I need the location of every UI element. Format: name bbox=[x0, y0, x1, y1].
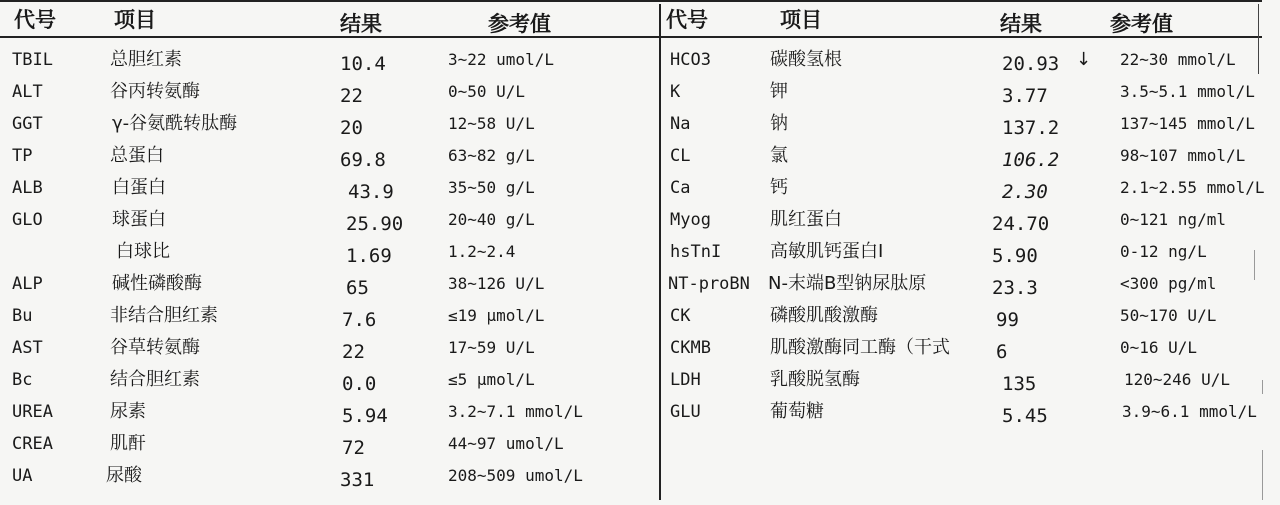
row-code: NT-proBN bbox=[668, 274, 750, 294]
row-result: 20 bbox=[340, 117, 363, 139]
row-reference: 22~30 mmol/L bbox=[1120, 50, 1236, 69]
row-result: 22 bbox=[340, 85, 363, 107]
table-row bbox=[662, 172, 1280, 204]
row-code: Myog bbox=[670, 210, 711, 230]
row-reference: 3.9~6.1 mmol/L bbox=[1122, 402, 1257, 421]
row-name: 总蛋白 bbox=[110, 145, 164, 166]
row-name: 钠 bbox=[770, 113, 788, 134]
row-reference: 137~145 mmol/L bbox=[1120, 114, 1255, 133]
row-result: 25.90 bbox=[346, 213, 404, 235]
row-name: 磷酸肌酸激酶 bbox=[770, 305, 878, 326]
row-reference: 3.5~5.1 mmol/L bbox=[1120, 82, 1255, 101]
row-name: 碳酸氢根 bbox=[770, 49, 842, 70]
table-row bbox=[0, 300, 656, 332]
row-result: 10.4 bbox=[340, 53, 386, 75]
row-reference: ≤5 μmol/L bbox=[448, 370, 535, 389]
row-code: hsTnI bbox=[670, 242, 722, 262]
row-code: K bbox=[670, 82, 681, 102]
row-reference: 3.2~7.1 mmol/L bbox=[448, 402, 583, 421]
table-row bbox=[0, 268, 656, 300]
table-row bbox=[662, 108, 1280, 140]
row-result: 5.90 bbox=[992, 245, 1038, 267]
row-code: GGT bbox=[12, 114, 43, 134]
row-name: 白球比 bbox=[116, 241, 170, 262]
row-code: CL bbox=[670, 146, 691, 166]
row-result: 1.69 bbox=[346, 245, 392, 267]
table-row bbox=[0, 108, 656, 140]
row-reference: 17~59 U/L bbox=[448, 338, 535, 357]
row-reference: 38~126 U/L bbox=[448, 274, 545, 293]
scan-mark bbox=[1262, 450, 1263, 500]
row-name: 肌酸激酶同工酶（干式 bbox=[770, 337, 950, 358]
row-name: 尿素 bbox=[110, 401, 146, 422]
row-name: 球蛋白 bbox=[112, 209, 166, 230]
table-row bbox=[0, 76, 656, 108]
row-reference: 0~50 U/L bbox=[448, 82, 526, 101]
row-result: 331 bbox=[340, 469, 375, 491]
row-reference: 44~97 umol/L bbox=[448, 434, 564, 453]
row-reference: 12~58 U/L bbox=[448, 114, 535, 133]
row-code: TBIL bbox=[12, 50, 53, 70]
row-code: CREA bbox=[12, 434, 53, 454]
table-row bbox=[662, 332, 1280, 364]
row-result: 7.6 bbox=[342, 309, 377, 331]
table-row bbox=[0, 140, 656, 172]
row-code: TP bbox=[12, 146, 33, 166]
header-reference-right: 参考值 bbox=[1110, 12, 1173, 36]
header-item-right: 项目 bbox=[780, 8, 822, 32]
top-rule bbox=[0, 0, 1262, 6]
low-flag-icon: ↓ bbox=[1076, 49, 1092, 70]
row-reference: 2.1~2.55 mmol/L bbox=[1120, 178, 1265, 197]
row-result: 0.0 bbox=[342, 373, 377, 395]
row-result: 24.70 bbox=[992, 213, 1050, 235]
row-result: 106.2 bbox=[1002, 149, 1060, 171]
row-result: 72 bbox=[342, 437, 365, 459]
row-result: 2.30 bbox=[1002, 181, 1048, 203]
table-row bbox=[662, 364, 1280, 396]
row-result: 6 bbox=[996, 341, 1008, 363]
row-reference: 120~246 U/L bbox=[1124, 370, 1230, 389]
row-code: HCO3 bbox=[670, 50, 711, 70]
row-code: LDH bbox=[670, 370, 701, 390]
row-reference: 0-12 ng/L bbox=[1120, 242, 1207, 261]
row-code: GLU bbox=[670, 402, 701, 422]
row-name: 葡萄糖 bbox=[770, 401, 824, 422]
row-name: 非结合胆红素 bbox=[110, 305, 218, 326]
row-result: 135 bbox=[1002, 373, 1037, 395]
row-name: 碱性磷酸酶 bbox=[112, 273, 202, 294]
row-result: 43.9 bbox=[348, 181, 394, 203]
row-name: 白蛋白 bbox=[112, 177, 166, 198]
row-result: 99 bbox=[996, 309, 1019, 331]
row-name: 谷丙转氨酶 bbox=[110, 81, 200, 102]
row-result: 3.77 bbox=[1002, 85, 1048, 107]
row-code: Bu bbox=[12, 306, 33, 326]
table-row bbox=[662, 44, 1280, 76]
table-row bbox=[662, 396, 1280, 428]
row-code: Ca bbox=[670, 178, 691, 198]
header-result-right: 结果 bbox=[1000, 12, 1042, 36]
row-reference: ≤19 μmol/L bbox=[448, 306, 545, 325]
header-item-left: 项目 bbox=[114, 8, 156, 32]
row-reference: 3~22 umol/L bbox=[448, 50, 554, 69]
table-row bbox=[0, 460, 656, 492]
row-code: ALP bbox=[12, 274, 43, 294]
row-code: UREA bbox=[12, 402, 53, 422]
row-code: Bc bbox=[12, 370, 33, 390]
row-result: 5.94 bbox=[342, 405, 388, 427]
row-name: 乳酸脱氢酶 bbox=[770, 369, 860, 390]
row-code: CK bbox=[670, 306, 691, 326]
row-result: 137.2 bbox=[1002, 117, 1060, 139]
row-result: 65 bbox=[346, 277, 369, 299]
table-row bbox=[662, 204, 1280, 236]
table-row bbox=[0, 44, 656, 76]
table-row bbox=[0, 204, 656, 236]
header-reference-left: 参考值 bbox=[488, 12, 551, 36]
table-row bbox=[0, 236, 656, 268]
row-name: 钙 bbox=[770, 177, 788, 198]
row-reference: 1.2~2.4 bbox=[448, 242, 516, 261]
row-reference: 63~82 g/L bbox=[448, 146, 535, 165]
table-row bbox=[662, 140, 1280, 172]
row-name: 钾 bbox=[770, 81, 788, 102]
row-code: Na bbox=[670, 114, 691, 134]
row-code: CKMB bbox=[670, 338, 711, 358]
row-name: 氯 bbox=[770, 145, 788, 166]
row-name: 总胆红素 bbox=[110, 49, 182, 70]
row-name: N-末端B型钠尿肽原 bbox=[768, 273, 927, 294]
header-code-right: 代号 bbox=[666, 8, 708, 32]
row-result: 22 bbox=[342, 341, 365, 363]
row-result: 23.3 bbox=[992, 277, 1038, 299]
row-code: ALT bbox=[12, 82, 43, 102]
row-reference: <300 pg/ml bbox=[1120, 274, 1217, 293]
table-row bbox=[0, 172, 656, 204]
row-code: UA bbox=[12, 466, 33, 486]
table-row bbox=[0, 396, 656, 428]
row-reference: 98~107 mmol/L bbox=[1120, 146, 1246, 165]
row-name: 结合胆红素 bbox=[110, 369, 200, 390]
row-reference: 50~170 U/L bbox=[1120, 306, 1217, 325]
table-row bbox=[662, 76, 1280, 108]
row-reference: 35~50 g/L bbox=[448, 178, 535, 197]
row-reference: 208~509 umol/L bbox=[448, 466, 583, 485]
row-name: 肌红蛋白 bbox=[770, 209, 842, 230]
table-row bbox=[0, 364, 656, 396]
header-code-left: 代号 bbox=[14, 8, 56, 32]
column-divider bbox=[659, 4, 661, 500]
row-result: 20.93 bbox=[1002, 53, 1060, 75]
row-code: ALB bbox=[12, 178, 43, 198]
row-name: 肌酐 bbox=[110, 433, 146, 454]
header-result-left: 结果 bbox=[340, 12, 382, 36]
table-row bbox=[662, 300, 1280, 332]
row-name: γ-谷氨酰转肽酶 bbox=[112, 113, 238, 134]
table-row bbox=[662, 268, 1280, 300]
row-result: 69.8 bbox=[340, 149, 386, 171]
row-reference: 20~40 g/L bbox=[448, 210, 535, 229]
row-name: 高敏肌钙蛋白I bbox=[770, 241, 884, 262]
row-reference: 0~121 ng/ml bbox=[1120, 210, 1226, 229]
table-row bbox=[0, 332, 656, 364]
row-code: AST bbox=[12, 338, 43, 358]
row-result: 5.45 bbox=[1002, 405, 1048, 427]
row-reference: 0~16 U/L bbox=[1120, 338, 1198, 357]
row-name: 尿酸 bbox=[106, 465, 142, 486]
header-rule bbox=[0, 36, 1262, 38]
table-row bbox=[0, 428, 656, 460]
row-code: GLO bbox=[12, 210, 43, 230]
table-row bbox=[662, 236, 1280, 268]
row-name: 谷草转氨酶 bbox=[110, 337, 200, 358]
